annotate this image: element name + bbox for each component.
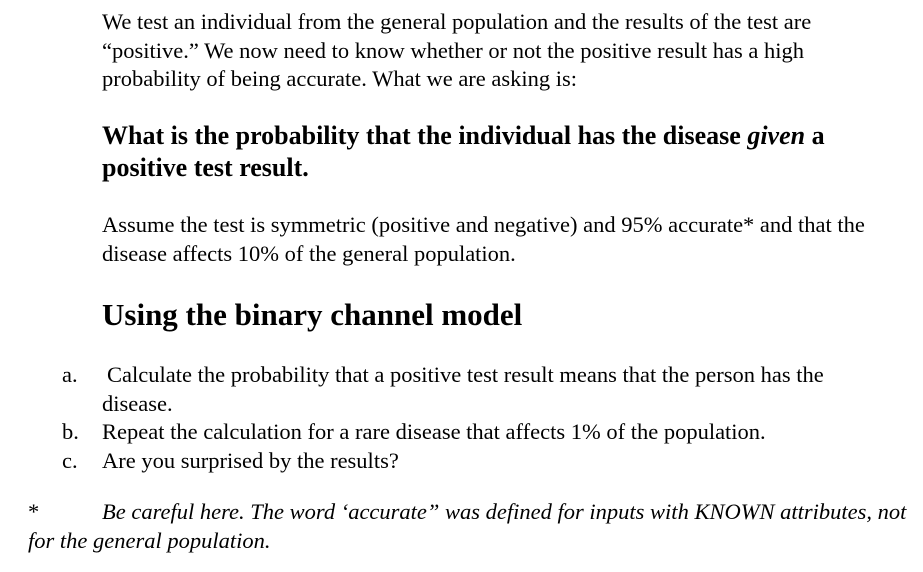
list-item-text: Repeat the calculation for a rare disease that affects 1% of the population. [102,419,766,444]
footnote [28,498,908,555]
list-item [0,447,923,476]
list-item-text: Are you surprised by the results? [102,447,399,473]
question-statement [102,120,892,184]
intro-paragraph: We test an individual from the general population and the results of the test are “positive.” We now need to know whether or not the positive result has a high probability of being accurate. What we are asking is: [102,9,812,91]
question-emphasis: given [747,121,806,150]
section-heading: Using the binary channel model [102,297,523,332]
footnote-text: Be careful here. The word ‘accurate” was defined for inputs with KNOWN attributes, not for the general population. [28,499,907,553]
list-item [0,361,923,418]
task-list [0,361,923,475]
list-item-marker: c. [62,447,78,473]
assumption-paragraph: Assume the test is symmetric (positive and negative) and 95% accurate* and that the disease affects 10% of the general population. [102,212,865,266]
question-text-before: What is the probability that the individual has the disease [102,121,748,150]
list-item-marker: a. [62,362,78,387]
list-item-marker: b. [62,419,79,444]
list-item-text: Calculate the probability that a positive test result means that the person has the disease. [102,362,824,416]
list-item [0,418,923,447]
question-text-after: a positive test result. [102,121,825,182]
footnote-marker: * [28,499,40,524]
